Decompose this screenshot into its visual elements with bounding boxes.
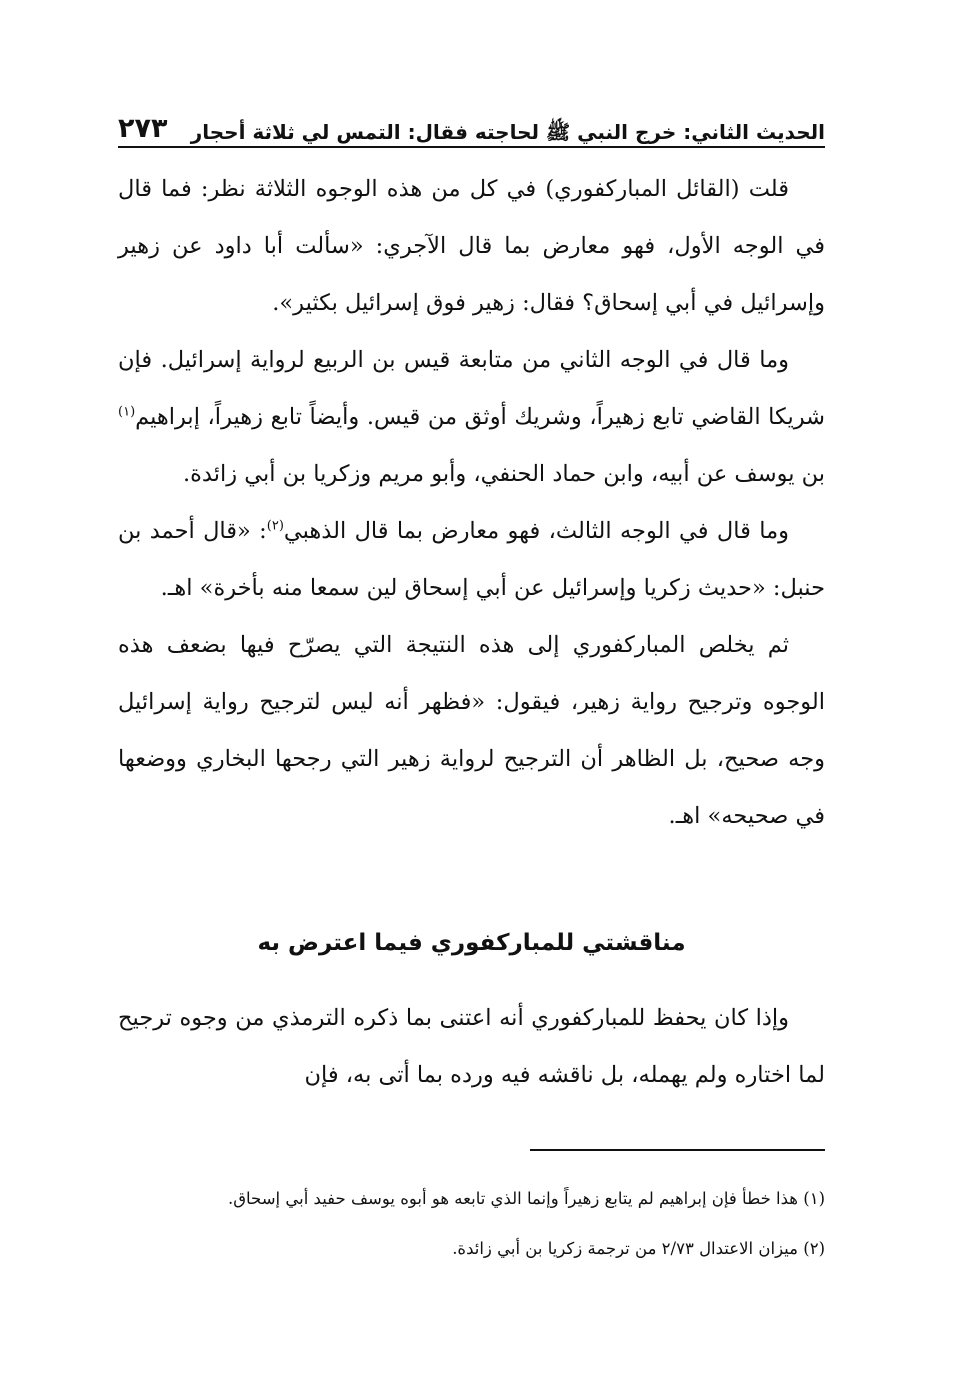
footnote-ref[interactable]: (٢)	[266, 518, 284, 534]
footnote-separator	[530, 1149, 825, 1151]
paragraph-text: ثم يخلص المباركفوري إلى هذه النتيجة التي يصرّح فيها بضعف هذه الوجوه وترجيح رواية زهير، فيقول: «فظهر أنه ليس لترجيح رواية إسرائيل وجه صحيح، بل الظاهر أن الترجيح لرواية زهير التي رجحها البخاري ووضعها في صحيحه» اهـ.	[118, 632, 825, 829]
header-rule	[118, 146, 825, 148]
footnote-ref[interactable]: (١)	[118, 404, 136, 420]
paragraph-text: قلت (القائل المباركفوري) في كل من هذه الوجوه الثلاثة نظر: فما قال في الوجه الأول، فهو معارض بما قال الآجري: «سألت أبا داود عن زهير وإسرائيل في أبي إسحاق؟ فقال: زهير فوق إسرائيل بكثير».	[118, 176, 825, 316]
running-header	[118, 88, 825, 142]
paragraph	[118, 332, 825, 503]
footnote: (١) هذا خطأ فإن إبراهيم لم يتابع زهيراً وإنما الذي تابعه هو أبوه يوسف حفيد أبي إسحاق.	[227, 1189, 825, 1208]
footnotes	[118, 1174, 825, 1274]
paragraph-text: وإذا كان يحفظ للمباركفوري أنه اعتنى بما ذكره الترمذي من وجوه ترجيح لما اختاره ولم يهمله، بل ناقشه فيه ورده بما أتى به، فإن	[118, 1005, 825, 1088]
paragraph	[118, 161, 825, 332]
paragraph-text: وما قال في الوجه الثاني من متابعة قيس بن الربيع لرواية إسرائيل. فإن شريكا القاضي تابع زهيراً، وشريك أوثق من قيس. وأيضاً تابع زهيراً، إبراهيم	[118, 347, 825, 430]
footnote: (٢) ميزان الاعتدال ٢/٧٣ من ترجمة زكريا بن أبي زائدة.	[452, 1239, 825, 1258]
paragraph-text: بن يوسف عن أبيه، وابن حماد الحنفي، وأبو مريم وزكريا بن أبي زائدة.	[182, 461, 825, 487]
paragraph	[118, 503, 825, 617]
main-text	[118, 161, 825, 845]
main-text-continued	[118, 990, 825, 1104]
page-number: ٢٧٣	[118, 113, 168, 144]
paragraph	[118, 990, 825, 1104]
paragraph	[118, 617, 825, 845]
section-heading: مناقشتي للمباركفوري فيما اعترض به	[257, 930, 686, 956]
paragraph-text: : «قال أحمد بن حنبل: «حديث زكريا وإسرائيل عن أبي إسحاق لين سمعا منه بأخرة» اهـ.	[118, 518, 825, 601]
paragraph-text: وما قال في الوجه الثالث، فهو معارض بما قال الذهبي	[283, 518, 789, 544]
running-header-title: الحديث الثاني: خرج النبي ﷺ لحاجته فقال: التمس لي ثلاثة أحجار	[190, 120, 825, 144]
